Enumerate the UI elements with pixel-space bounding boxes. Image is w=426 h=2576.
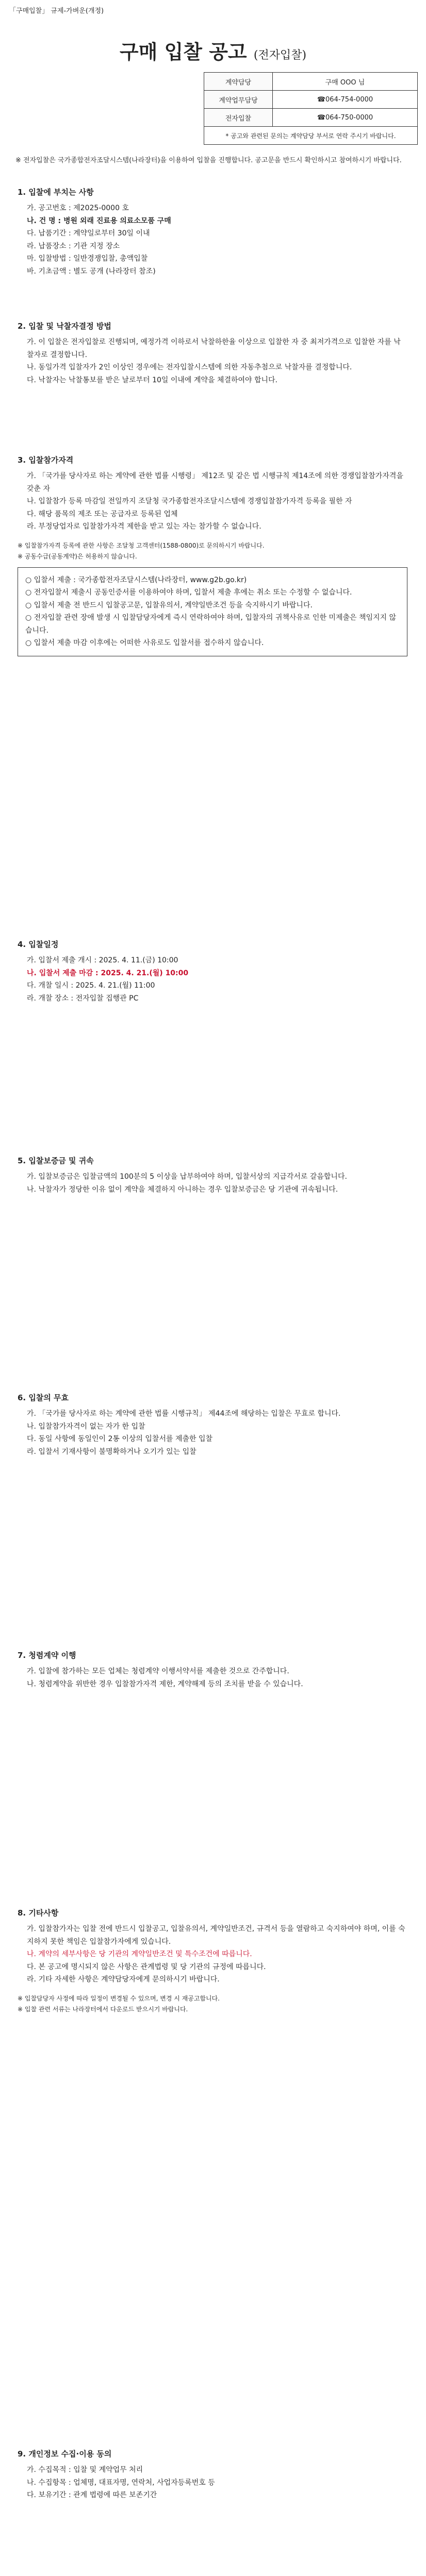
section-heading: 2. 입찰 및 낙찰자결정 방법	[18, 321, 111, 331]
note-line: ※ 입찰담당자 사정에 따라 일정이 변경될 수 있으며, 변경 시 재공고합니다.	[18, 1994, 220, 2002]
section-row: 나. 낙찰자가 정당한 이유 없이 계약을 체결하지 아니하는 경우 입찰보증금은 당 기관에 귀속됩니다.	[27, 1185, 338, 1194]
section-3	[18, 453, 407, 662]
section-row: 가. 「국가를 당사자로 하는 계약에 관한 법률 시행규칙」 제44조에 해당하는 입찰은 무효로 합니다.	[27, 1410, 341, 1418]
section-row: 나. 입찰참가자격이 없는 자가 한 입찰	[27, 1422, 145, 1431]
section-row: 라. 납품장소 : 기관 지정 장소	[27, 242, 120, 250]
section-row: 다. 낙찰자는 낙찰통보를 받은 날로부터 10일 이내에 계약을 체결하여야 합니다.	[27, 376, 278, 384]
section-row: 라. 입찰서 기재사항이 불명확하거나 오기가 있는 입찰	[27, 1447, 196, 1456]
contact-value: ☎064-754-0000	[273, 91, 418, 109]
section-heading: 9. 개인정보 수집·이용 동의	[18, 2449, 112, 2459]
contact-key: 계약업무담당	[204, 91, 273, 109]
section-row: 가. 이 입찰은 전자입찰로 진행되며, 예정가격 이하로서 낙찰하한율 이상으로 입찰한 자 중 최저가격으로 입찰한 자를 낙찰자로 결정합니다.	[27, 338, 401, 359]
page-title	[0, 36, 426, 64]
section-row: 가. 수집목적 : 입찰 및 계약업무 처리	[27, 2466, 143, 2475]
section-8	[18, 1906, 407, 2015]
section-row: 나. 입찰서 제출 마감 : 2025. 4. 21.(월) 10:00	[27, 969, 189, 977]
section-heading: 1. 입찰에 부치는 사항	[18, 188, 94, 197]
notes-block	[18, 1993, 407, 2015]
contact-key: 전자입찰	[204, 109, 273, 127]
section-6	[18, 1391, 407, 1458]
section-row: 바. 기초금액 : 별도 공개 (나라장터 참조)	[27, 267, 156, 276]
box-line: ○ 전자입찰서 제출시 공동인증서를 이용하여야 하며, 입찰서 제출 후에는 취소 또는 수정할 수 없습니다.	[25, 588, 352, 597]
note-line: ※ 입찰 관련 서류는 나라장터에서 다운로드 받으시기 바랍니다.	[18, 2005, 188, 2013]
top-notice: ※ 전자입찰은 국가종합전자조달시스템(나라장터)을 이용하여 입찰을 진행합니다. 공고문을 반드시 확인하시고 참여하시기 바랍니다.	[15, 157, 402, 164]
section-row: 나. 건 명 : 병원 외래 진료용 의료소모품 구매	[27, 216, 171, 225]
box-line: ○ 입찰서 제출 : 국가종합전자조달시스템(나라장터, www.g2b.go.kr)	[25, 575, 247, 584]
section-row: 나. 동일가격 입찰자가 2인 이상인 경우에는 전자입찰시스템에 의한 자동추첨으로 낙찰자를 결정합니다.	[27, 363, 352, 372]
box-line: ○ 전자입찰 관련 장애 발생 시 입찰담당자에게 즉시 연락하여야 하며, 입찰자의 귀책사유로 인한 미제출은 책임지지 않습니다.	[25, 614, 397, 635]
contact-value: 구매 OOO 님	[273, 73, 418, 91]
title-subtext: (전자입찰)	[253, 49, 307, 62]
section-row: 마. 입찰방법 : 일반경쟁입찰, 총액입찰	[27, 255, 148, 263]
section-row: 다. 개찰 일시 : 2025. 4. 21.(월) 11:00	[27, 981, 155, 990]
section-row: 라. 부정당업자로 입찰참가자격 제한을 받고 있는 자는 참가할 수 없습니다.	[27, 522, 261, 531]
document-tag: 「구매입찰」 규제-가벼운(개정)	[9, 7, 104, 15]
contact-row	[204, 91, 418, 109]
contact-key: 계약담당	[204, 73, 273, 91]
title-text: 구매 입찰 공고	[119, 40, 247, 63]
section-heading: 6. 입찰의 무효	[18, 1393, 69, 1402]
section-row: 가. 입찰보증금은 입찰금액의 100분의 5 이상을 납부하여야 하며, 입찰서상의 지급각서로 갈음합니다.	[27, 1173, 347, 1181]
note-line: ※ 입찰참가자격 등록에 관한 사항은 조달청 고객센터(1588-0800)로 문의하시기 바랍니다.	[18, 541, 265, 549]
notes-block	[18, 540, 407, 562]
contact-row	[204, 73, 418, 91]
section-row: 다. 동일 사항에 동일인이 2통 이상의 입찰서를 제출한 입찰	[27, 1435, 213, 1444]
section-heading: 5. 입찰보증금 및 귀속	[18, 1156, 94, 1165]
note-line: ※ 공동수급(공동계약)은 허용하지 않습니다.	[18, 552, 137, 560]
section-row: 다. 납품기간 : 계약일로부터 30일 이내	[27, 229, 150, 238]
section-2	[18, 319, 407, 386]
section-row: 나. 입찰참가 등록 마감일 전일까지 조달청 국가종합전자조달시스템에 경쟁입찰참가자격 등록을 필한 자	[27, 497, 352, 506]
section-heading: 4. 입찰일정	[18, 940, 59, 949]
section-row: 다. 본 공고에 명시되지 않은 사항은 관계법령 및 당 기관의 규정에 따릅니다.	[27, 1962, 266, 1971]
contact-note: * 공고와 관련된 문의는 계약담당 부서로 연락 주시기 바랍니다.	[204, 127, 418, 145]
box-line: ○ 입찰서 제출 마감 이후에는 어떠한 사유로도 입찰서를 접수하지 않습니다.	[25, 639, 264, 648]
section-row: 가. 입찰참가자는 입찰 전에 반드시 입찰공고, 입찰유의서, 계약일반조건, 규격서 등을 열람하고 숙지하여야 하며, 이를 숙지하지 못한 책임은 입찰참가자에게 있습니다.	[27, 1925, 405, 1946]
section-row: 가. 「국가를 당사자로 하는 계약에 관한 법률 시행령」 제12조 및 같은 법 시행규칙 제14조에 의한 경쟁입찰참가자격을 갖춘 자	[27, 472, 403, 493]
contact-table	[204, 72, 418, 145]
section-row: 가. 입찰서 제출 개시 : 2025. 4. 11.(금) 10:00	[27, 956, 178, 965]
contact-row	[204, 127, 418, 145]
section-row: 라. 개찰 장소 : 전자입찰 집행관 PC	[27, 994, 139, 1003]
section-row: 나. 수집항목 : 업체명, 대표자명, 연락처, 사업자등록번호 등	[27, 2478, 215, 2487]
contact-value: ☎064-750-0000	[273, 109, 418, 127]
contact-row	[204, 109, 418, 127]
box-line: ○ 입찰서 제출 전 반드시 입찰공고문, 입찰유의서, 계약일반조건 등을 숙지하시기 바랍니다.	[25, 601, 313, 609]
section-row: 다. 보유기간 : 관계 법령에 따른 보존기간	[27, 2491, 157, 2500]
section-heading: 8. 기타사항	[18, 1908, 59, 1918]
section-heading: 7. 청렴계약 이행	[18, 1651, 76, 1660]
section-row: 나. 계약의 세부사항은 당 기관의 계약일반조건 및 특수조건에 따릅니다.	[27, 1950, 252, 1959]
section-5	[18, 1154, 407, 1196]
section-4	[18, 938, 407, 1005]
section-1	[18, 185, 407, 278]
section-row: 가. 공고번호 : 제2025-0000 호	[27, 204, 129, 213]
section-heading: 3. 입찰참가자격	[18, 455, 74, 465]
section-row: 나. 청렴계약을 위반한 경우 입찰참가자격 제한, 계약해제 등의 조치를 받을 수 있습니다.	[27, 1680, 303, 1688]
section-7	[18, 1649, 407, 1690]
section-row: 다. 해당 품목의 제조 또는 공급자로 등록된 업체	[27, 510, 178, 518]
notice-box	[18, 567, 407, 656]
section-9	[18, 2447, 407, 2502]
section-row: 라. 기타 자세한 사항은 계약담당자에게 문의하시기 바랍니다.	[27, 1975, 220, 1984]
section-row: 가. 입찰에 참가하는 모든 업체는 청렴계약 이행서약서를 제출한 것으로 간주합니다.	[27, 1667, 289, 1676]
